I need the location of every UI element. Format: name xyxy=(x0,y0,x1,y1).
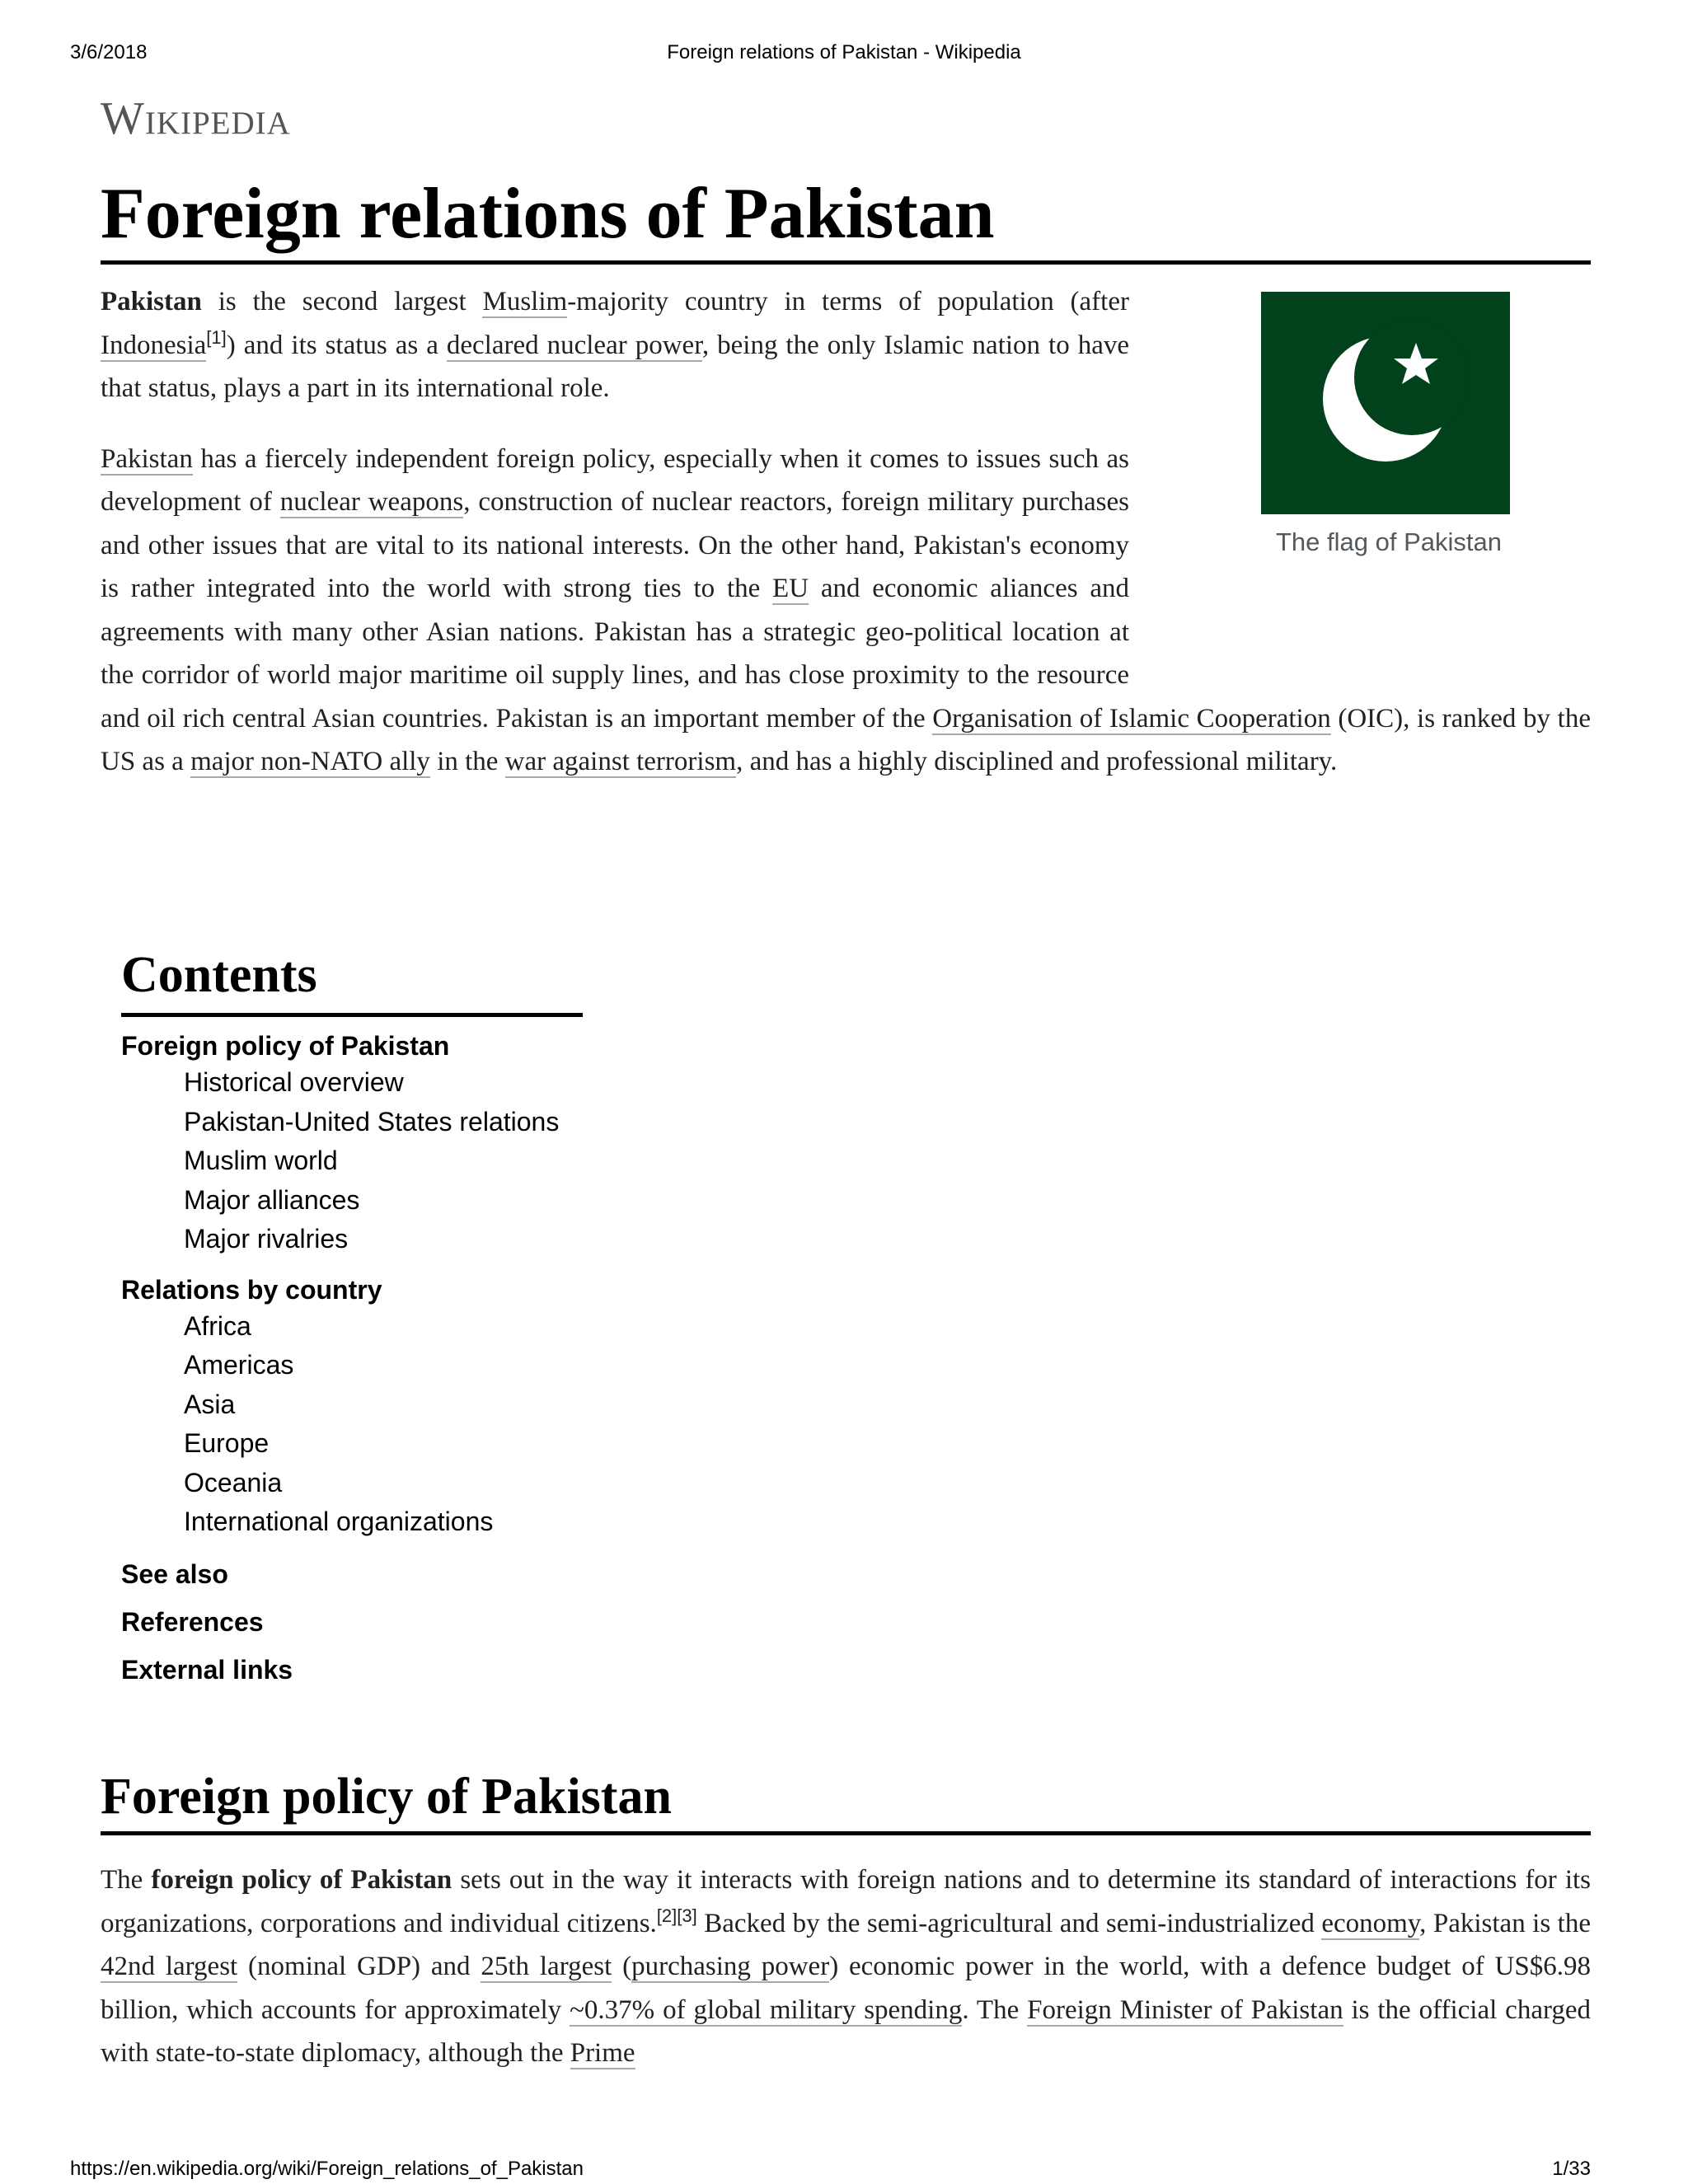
link-economy[interactable]: economy xyxy=(1321,1908,1420,1938)
text-run: sets out in the way it interacts with foreign nations and to determine its standard of interactions for its organizations, corporations and individual citizens. xyxy=(101,1865,1591,1938)
text-run: in the xyxy=(429,747,505,776)
link-prime-minister[interactable]: Prime xyxy=(570,2038,635,2068)
toc-section-relations-by-country xyxy=(121,1272,583,1542)
link-nuclear-weapons[interactable]: nuclear weapons xyxy=(279,487,464,517)
text-run: Backed by the semi-agricultural and semi-industrialized xyxy=(696,1908,1322,1938)
text-run: (OIC), is ranked by the US as a xyxy=(101,703,1591,776)
toc-link-historical-overview[interactable]: Historical overview xyxy=(184,1067,404,1097)
toc-link-relations-by-country[interactable]: Relations by country xyxy=(121,1274,382,1305)
toc-link-pakistan-us-relations[interactable]: Pakistan-United States relations xyxy=(184,1106,560,1137)
wikipedia-wordmark[interactable]: Wikipedia xyxy=(101,93,291,144)
link-global-military-spending[interactable]: ~0.37% of global military spending xyxy=(570,1994,963,2025)
section-foreign-policy-body xyxy=(101,1858,1591,2075)
crescent-star-icon xyxy=(1261,292,1510,514)
bold-term: foreign policy of Pakistan xyxy=(151,1865,452,1895)
toc-link-major-alliances[interactable]: Major alliances xyxy=(184,1184,360,1215)
link-war-against-terrorism[interactable]: war against terrorism xyxy=(504,747,737,776)
print-date: 3/6/2018 xyxy=(70,41,148,63)
toc-link-asia[interactable]: Asia xyxy=(184,1389,236,1419)
page-title: Foreign relations of Pakistan xyxy=(101,173,1591,265)
article-intro xyxy=(101,280,1591,784)
text-run: , being the only Islamic nation to have that status, plays a part in its international role. xyxy=(101,330,1129,403)
toc-link-major-rivalries[interactable]: Major rivalries xyxy=(184,1224,349,1254)
infobox xyxy=(1187,282,1591,673)
toc-link-foreign-policy[interactable]: Foreign policy of Pakistan xyxy=(121,1031,450,1061)
text-run: , and has a highly disciplined and professional military. xyxy=(736,747,1338,776)
pakistan-flag-image[interactable] xyxy=(1261,292,1510,514)
link-25th-largest[interactable]: 25th largest xyxy=(481,1952,612,1981)
toc-singles xyxy=(121,1550,583,1694)
text-run: ( xyxy=(612,1952,632,1981)
text-run: ) and its status as a xyxy=(226,330,447,360)
toc-link-americas[interactable]: Americas xyxy=(184,1350,294,1380)
link-major-non-nato-ally[interactable]: major non-NATO ally xyxy=(190,747,430,776)
text-run: is the official charged with state-to-state diplomacy, although the xyxy=(101,1994,1592,2068)
text-run: The xyxy=(101,1865,152,1895)
bold-term: Pakistan xyxy=(101,287,202,316)
link-eu[interactable]: EU xyxy=(772,574,809,603)
text-run: , Pakistan is the xyxy=(1419,1908,1591,1938)
link-indonesia[interactable]: Indonesia xyxy=(101,330,207,360)
toc-section-foreign-policy xyxy=(121,1029,583,1259)
reference-2[interactable]: [2] xyxy=(656,1905,678,1926)
toc-link-references[interactable]: References xyxy=(121,1606,264,1637)
link-oic[interactable]: Organisation of Islamic Cooperation xyxy=(932,703,1331,733)
table-of-contents xyxy=(121,942,583,1694)
flag-caption: The flag of Pakistan xyxy=(1276,527,1502,556)
text-run: has a fiercely independent foreign policy, especially when it comes to issues such as development of xyxy=(101,443,1129,517)
toc-link-oceania[interactable]: Oceania xyxy=(184,1467,283,1497)
toc-link-see-also[interactable]: See also xyxy=(121,1558,228,1589)
link-muslim[interactable]: Muslim xyxy=(482,287,568,316)
print-footer xyxy=(0,2158,1688,2184)
link-declared-nuclear-power[interactable]: declared nuclear power xyxy=(446,330,702,360)
print-page-number: 1/33 xyxy=(1552,2158,1591,2180)
toc-link-international-organizations[interactable]: International organizations xyxy=(184,1507,494,1536)
section-heading-foreign-policy: Foreign policy of Pakistan xyxy=(101,1764,1591,1835)
toc-title: Contents xyxy=(121,942,583,1017)
link-pakistan[interactable]: Pakistan xyxy=(101,443,193,474)
text-run: ) economic power in the world, with a defence budget of US$6.98 billion, which accounts for approximately xyxy=(101,1952,1591,2025)
print-url[interactable]: https://en.wikipedia.org/wiki/Foreign_relations_of_Pakistan xyxy=(70,2158,584,2180)
foreign-policy-paragraph xyxy=(101,1858,1591,2075)
link-42nd-largest[interactable]: 42nd largest xyxy=(101,1952,238,1981)
link-foreign-minister-of-pakistan[interactable]: Foreign Minister of Pakistan xyxy=(1027,1994,1343,2025)
toc-link-external-links[interactable]: External links xyxy=(121,1654,293,1685)
reference-1[interactable]: [1] xyxy=(206,326,227,348)
print-title: Foreign relations of Pakistan - Wikipedia xyxy=(667,41,1021,63)
link-purchasing-power[interactable]: purchasing power xyxy=(631,1952,830,1981)
toc-link-muslim-world[interactable]: Muslim world xyxy=(184,1146,338,1175)
reference-3[interactable]: [3] xyxy=(677,1905,697,1926)
text-run: is the second largest xyxy=(201,287,483,316)
text-run: and economic aliances and agreements with many other Asian nations. Pakistan has a strategic geo-political location at the corridor of world major maritime oil supply lines, and has close proximity to the resource and oil rich central Asian countries. Pakistan is an important member of the xyxy=(101,574,1129,733)
print-header xyxy=(0,41,1688,68)
text-run: , construction of nuclear reactors, foreign military purchases and other issues that are vital to its national interests. On the other hand, Pakistan's economy is rather integrated into the world with strong ties to the xyxy=(101,487,1129,603)
toc-link-africa[interactable]: Africa xyxy=(184,1310,251,1341)
text-run: . The xyxy=(962,1994,1028,2025)
text-run: -majority country in terms of population (after xyxy=(567,287,1129,316)
toc-link-europe[interactable]: Europe xyxy=(184,1428,270,1458)
text-run: (nominal GDP) and xyxy=(237,1952,481,1981)
